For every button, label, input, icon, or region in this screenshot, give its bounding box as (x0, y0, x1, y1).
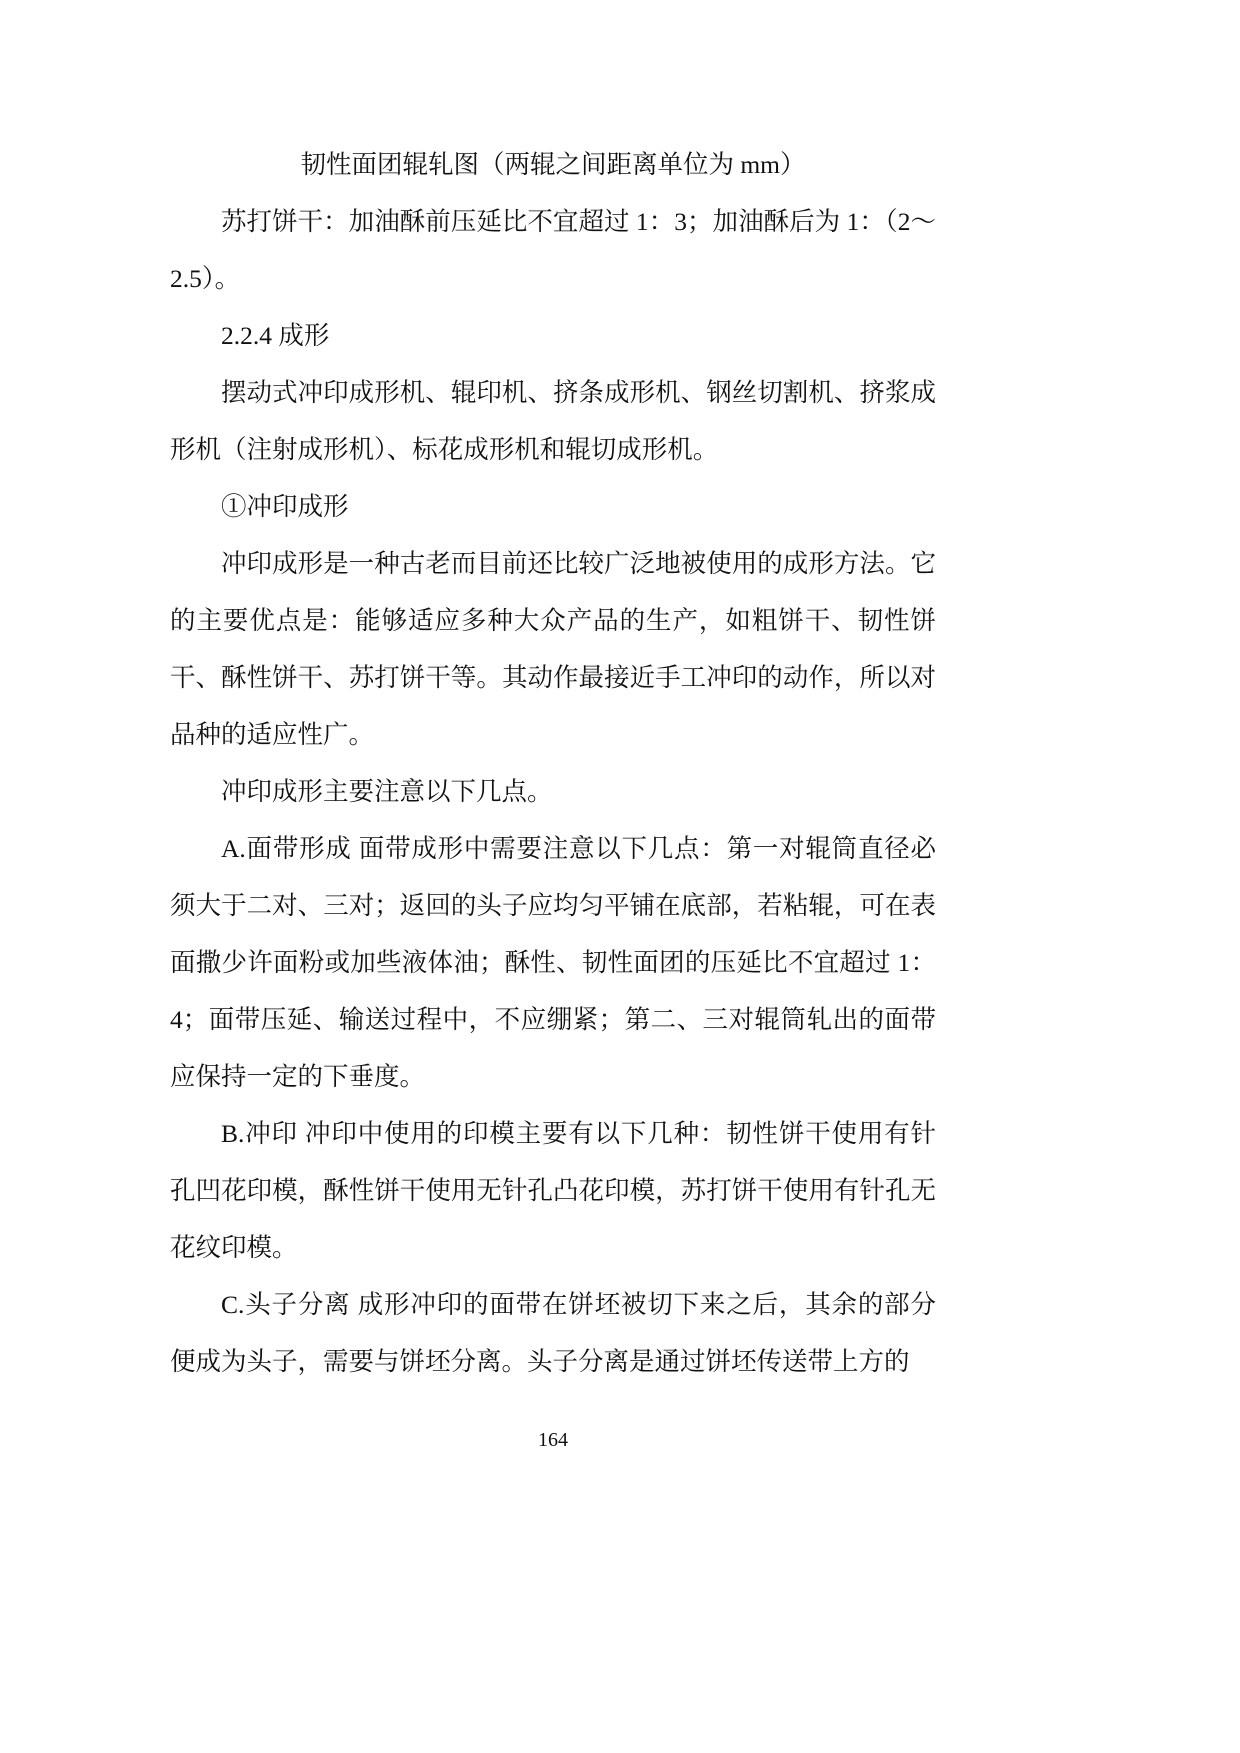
paragraph: 冲印成形是一种古老而目前还比较广泛地被使用的成形方法。它的主要优点是：能够适应多种大众产品的生产，如粗饼干、韧性饼干、酥性饼干、苏打饼干等。其动作最接近手工冲印的动作，所以对品种的适应性广。 (170, 549, 936, 749)
paragraph: B.冲印 冲印中使用的印模主要有以下几种：韧性饼干使用有针孔凹花印模，酥性饼干使用无针孔凸花印模，苏打饼干使用有针孔无花纹印模。 (170, 1119, 936, 1262)
paragraph: 冲印成形主要注意以下几点。 (221, 777, 553, 806)
text-body (170, 136, 936, 1390)
figure-caption: 韧性面团辊轧图（两辊之间距离单位为 mm） (300, 150, 806, 179)
subsection-heading: ①冲印成形 (221, 492, 349, 521)
paragraph: 摆动式冲印成形机、辊印机、挤条成形机、钢丝切割机、挤浆成形机（注射成形机）、标花成形机和辊切成形机。 (170, 378, 936, 464)
paragraph: 苏打饼干：加油酥前压延比不宜超过 1：3；加油酥后为 1：（2～2.5）。 (170, 207, 936, 293)
paragraph: A.面带形成 面带成形中需要注意以下几点：第一对辊筒直径必须大于二对、三对；返回的头子应均匀平铺在底部，若粘辊，可在表面撒少许面粉或加些液体油；酥性、韧性面团的压延比不宜超过 1：4；面带压延、输送过程中，不应绷紧；第二、三对辊筒轧出的面带应保持一定的下垂度。 (170, 834, 936, 1091)
section-heading: 2.2.4 成形 (221, 321, 330, 350)
paragraph: C.头子分离 成形冲印的面带在饼坯被切下来之后，其余的部分便成为头子，需要与饼坯分离。头子分离是通过饼坯传送带上方的 (170, 1290, 936, 1376)
page-number: 164 (538, 1429, 568, 1451)
